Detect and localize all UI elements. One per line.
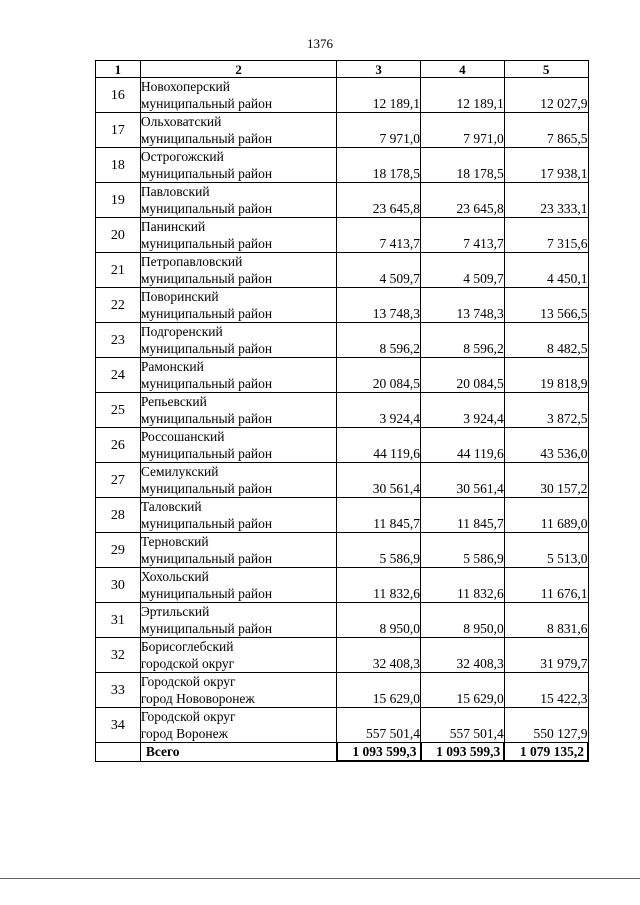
value-col-3: 4 509,7 <box>337 253 421 288</box>
table-row <box>96 428 589 463</box>
budget-table <box>95 60 589 762</box>
municipality-name-line2: муниципальный район <box>140 481 273 496</box>
municipality-name-line1: Новохоперский <box>140 79 230 94</box>
value-col-5: 12 027,9 <box>504 78 588 113</box>
value-col-3: 18 178,5 <box>337 148 421 183</box>
municipality-name <box>140 358 336 393</box>
value-col-3: 44 119,6 <box>337 428 421 463</box>
municipality-name-line1: Острогожский <box>140 149 224 164</box>
table-row <box>96 638 589 673</box>
municipality-name-line1: Репьевский <box>140 394 207 409</box>
page-number: 1376 <box>307 36 333 51</box>
table-row <box>96 463 589 498</box>
municipality-name-line1: Павловский <box>140 184 210 199</box>
value-col-5: 8 831,6 <box>504 603 588 638</box>
value-col-5: 31 979,7 <box>504 638 588 673</box>
row-number: 25 <box>96 393 141 428</box>
value-col-5: 7 865,5 <box>504 113 588 148</box>
value-col-4: 4 509,7 <box>421 253 505 288</box>
table-row <box>96 603 589 638</box>
value-col-4: 11 832,6 <box>421 568 505 603</box>
value-col-5: 4 450,1 <box>504 253 588 288</box>
municipality-name <box>140 533 336 568</box>
municipality-name <box>140 568 336 603</box>
municipality-name-line1: Терновский <box>140 534 209 549</box>
municipality-name <box>140 393 336 428</box>
municipality-name-line2: муниципальный район <box>140 621 273 636</box>
municipality-name <box>140 253 336 288</box>
municipality-name <box>140 463 336 498</box>
table-row <box>96 183 589 218</box>
value-col-4: 18 178,5 <box>421 148 505 183</box>
value-col-5: 19 818,9 <box>504 358 588 393</box>
value-col-5: 8 482,5 <box>504 323 588 358</box>
municipality-name <box>140 498 336 533</box>
row-number: 33 <box>96 673 141 708</box>
municipality-name-line2: город Воронеж <box>140 726 228 741</box>
municipality-name-line1: Семилукский <box>140 464 219 479</box>
municipality-name <box>140 323 336 358</box>
row-number: 24 <box>96 358 141 393</box>
municipality-name-line1: Россошанский <box>140 429 225 444</box>
municipality-name-line1: Рамонский <box>140 359 204 374</box>
total-value-3: 1 093 599,3 <box>337 743 421 762</box>
table-row <box>96 708 589 743</box>
value-col-5: 11 676,1 <box>504 568 588 603</box>
table-row <box>96 498 589 533</box>
row-number: 23 <box>96 323 141 358</box>
value-col-4: 23 645,8 <box>421 183 505 218</box>
row-number: 28 <box>96 498 141 533</box>
total-row <box>96 743 589 762</box>
value-col-3: 32 408,3 <box>337 638 421 673</box>
table-row <box>96 113 589 148</box>
value-col-3: 11 845,7 <box>337 498 421 533</box>
row-number: 26 <box>96 428 141 463</box>
value-col-5: 550 127,9 <box>504 708 588 743</box>
value-col-4: 5 586,9 <box>421 533 505 568</box>
row-number: 30 <box>96 568 141 603</box>
value-col-3: 23 645,8 <box>337 183 421 218</box>
municipality-name-line2: муниципальный район <box>140 271 273 286</box>
municipality-name <box>140 183 336 218</box>
table-row <box>96 218 589 253</box>
table-row <box>96 323 589 358</box>
row-number: 34 <box>96 708 141 743</box>
value-col-4: 30 561,4 <box>421 463 505 498</box>
value-col-4: 3 924,4 <box>421 393 505 428</box>
municipality-name <box>140 638 336 673</box>
value-col-5: 11 689,0 <box>504 498 588 533</box>
municipality-name-line1: Подгоренский <box>140 324 223 339</box>
value-col-4: 7 971,0 <box>421 113 505 148</box>
column-header-3: 3 <box>337 61 421 78</box>
value-col-4: 15 629,0 <box>421 673 505 708</box>
value-col-3: 7 971,0 <box>337 113 421 148</box>
municipality-name-line2: муниципальный район <box>140 131 273 146</box>
municipality-name <box>140 218 336 253</box>
value-col-4: 32 408,3 <box>421 638 505 673</box>
row-number: 27 <box>96 463 141 498</box>
municipality-name <box>140 603 336 638</box>
value-col-5: 23 333,1 <box>504 183 588 218</box>
municipality-name-line2: муниципальный район <box>140 201 273 216</box>
value-col-3: 3 924,4 <box>337 393 421 428</box>
municipality-name-line2: муниципальный район <box>140 551 273 566</box>
value-col-4: 20 084,5 <box>421 358 505 393</box>
value-col-4: 8 596,2 <box>421 323 505 358</box>
municipality-name <box>140 78 336 113</box>
value-col-5: 17 938,1 <box>504 148 588 183</box>
row-number: 18 <box>96 148 141 183</box>
row-number: 17 <box>96 113 141 148</box>
municipality-name-line1: Городской округ <box>140 674 236 689</box>
municipality-name-line2: муниципальный район <box>140 306 273 321</box>
value-col-3: 8 596,2 <box>337 323 421 358</box>
value-col-5: 43 536,0 <box>504 428 588 463</box>
municipality-name-line1: Городской округ <box>140 709 236 724</box>
column-header-1: 1 <box>96 61 141 78</box>
value-col-3: 5 586,9 <box>337 533 421 568</box>
value-col-5: 7 315,6 <box>504 218 588 253</box>
value-col-3: 30 561,4 <box>337 463 421 498</box>
value-col-3: 12 189,1 <box>337 78 421 113</box>
value-col-5: 3 872,5 <box>504 393 588 428</box>
municipality-name-line2: муниципальный район <box>140 411 273 426</box>
value-col-4: 13 748,3 <box>421 288 505 323</box>
value-col-5: 5 513,0 <box>504 533 588 568</box>
column-header-4: 4 <box>421 61 505 78</box>
row-number: 22 <box>96 288 141 323</box>
value-col-4: 557 501,4 <box>421 708 505 743</box>
value-col-4: 7 413,7 <box>421 218 505 253</box>
municipality-name <box>140 673 336 708</box>
municipality-name-line1: Поворинский <box>140 289 219 304</box>
municipality-name <box>140 708 336 743</box>
value-col-4: 11 845,7 <box>421 498 505 533</box>
row-number: 32 <box>96 638 141 673</box>
table-row <box>96 533 589 568</box>
municipality-name-line1: Борисоглебский <box>140 639 234 654</box>
municipality-name-line1: Панинский <box>140 219 206 234</box>
municipality-name-line1: Таловский <box>140 499 202 514</box>
municipality-name-line2: муниципальный район <box>140 586 273 601</box>
value-col-4: 12 189,1 <box>421 78 505 113</box>
row-number: 19 <box>96 183 141 218</box>
total-value-5: 1 079 135,2 <box>504 743 588 762</box>
total-label: Всего <box>140 743 336 762</box>
row-number: 20 <box>96 218 141 253</box>
municipality-name-line1: Ольховатский <box>140 114 222 129</box>
value-col-3: 13 748,3 <box>337 288 421 323</box>
table-row <box>96 358 589 393</box>
table-row <box>96 568 589 603</box>
municipality-name <box>140 428 336 463</box>
municipality-name-line1: Петропавловский <box>140 254 243 269</box>
row-number: 16 <box>96 78 141 113</box>
municipality-name-line2: муниципальный район <box>140 376 273 391</box>
table-header-row <box>96 61 589 78</box>
total-number-cell <box>96 743 141 762</box>
value-col-3: 8 950,0 <box>337 603 421 638</box>
municipality-name-line2: муниципальный район <box>140 96 273 111</box>
table-row <box>96 148 589 183</box>
municipality-name-line2: муниципальный район <box>140 446 273 461</box>
table-row <box>96 78 589 113</box>
footer-rule <box>0 878 640 879</box>
row-number: 21 <box>96 253 141 288</box>
value-col-3: 557 501,4 <box>337 708 421 743</box>
municipality-name-line2: муниципальный район <box>140 341 273 356</box>
table-row <box>96 393 589 428</box>
column-header-2: 2 <box>140 61 336 78</box>
value-col-3: 7 413,7 <box>337 218 421 253</box>
municipality-name-line1: Эртильский <box>140 604 210 619</box>
total-value-4: 1 093 599,3 <box>421 743 505 762</box>
municipality-name-line2: город Нововоронеж <box>140 691 255 706</box>
municipality-name-line2: городской округ <box>140 656 235 671</box>
municipality-name <box>140 288 336 323</box>
value-col-3: 11 832,6 <box>337 568 421 603</box>
municipality-name-line2: муниципальный район <box>140 236 273 251</box>
column-header-5: 5 <box>504 61 588 78</box>
row-number: 31 <box>96 603 141 638</box>
value-col-3: 20 084,5 <box>337 358 421 393</box>
municipality-name <box>140 148 336 183</box>
value-col-4: 8 950,0 <box>421 603 505 638</box>
table-row <box>96 673 589 708</box>
municipality-name-line1: Хохольский <box>140 569 209 584</box>
value-col-5: 13 566,5 <box>504 288 588 323</box>
value-col-3: 15 629,0 <box>337 673 421 708</box>
value-col-5: 15 422,3 <box>504 673 588 708</box>
value-col-4: 44 119,6 <box>421 428 505 463</box>
table-row <box>96 253 589 288</box>
municipality-name-line2: муниципальный район <box>140 516 273 531</box>
municipality-name-line2: муниципальный район <box>140 166 273 181</box>
table-row <box>96 288 589 323</box>
value-col-5: 30 157,2 <box>504 463 588 498</box>
municipality-name <box>140 113 336 148</box>
row-number: 29 <box>96 533 141 568</box>
